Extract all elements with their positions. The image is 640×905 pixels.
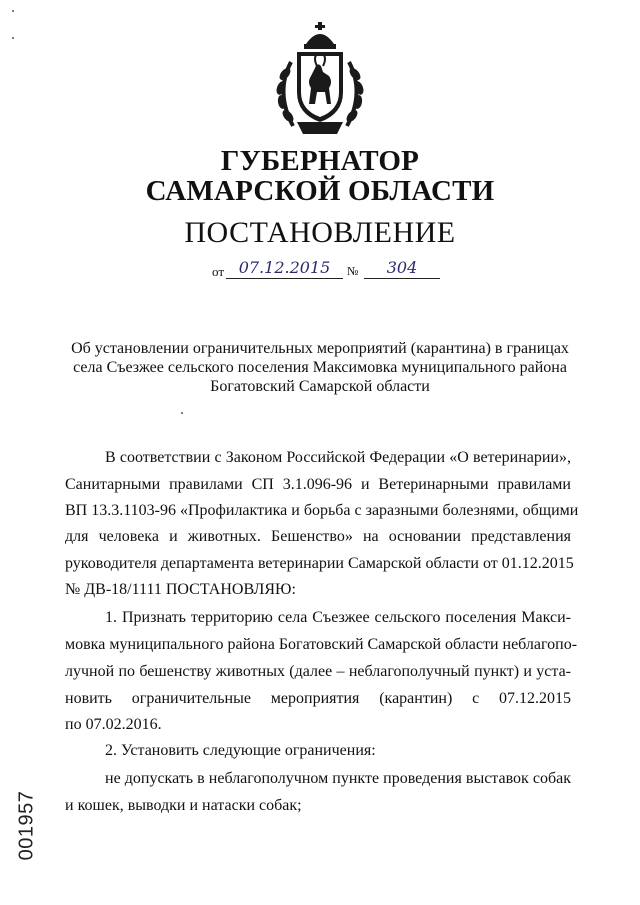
scan-speck xyxy=(12,37,14,39)
subject-line: Богатовский Самарской области xyxy=(210,378,430,395)
body-line: для человека и животных. Бешенство» на основании представления xyxy=(65,528,571,545)
body-line: Санитарными правилами СП 3.1.096-96 и Ветеринарными правилами xyxy=(65,476,571,493)
title-governor: ГУБЕРНАТОР xyxy=(220,145,420,177)
body-line: руководителя департамента ветеринарии Самарской области от 01.12.2015 xyxy=(65,555,574,572)
body-line: не допускать в неблагополучном пункте проведения выставок собак xyxy=(105,770,571,787)
body-line: ВП 13.3.1103-96 «Профилактика и борьба с заразными болезнями, общими xyxy=(65,502,579,519)
body-line: по 07.02.2016. xyxy=(65,716,162,733)
subject-block xyxy=(60,339,580,396)
scan-speck xyxy=(181,412,183,414)
handwritten-date: 07.12.2015 xyxy=(226,258,343,279)
handwritten-number: 304 xyxy=(364,258,440,279)
subject-line: Об установлении ограничительных мероприятий (карантина) в границах xyxy=(71,340,569,357)
margin-stamp-number: 001957 xyxy=(15,790,38,861)
title-region: САМАРСКОЙ ОБЛАСТИ xyxy=(145,175,495,207)
body-line: № ДВ-18/1111 ПОСТАНОВЛЯЮ: xyxy=(65,581,296,598)
body-line: мовка муниципального района Богатовский Самарской области неблагопо- xyxy=(65,636,578,653)
body-line: лучной по бешенству животных (далее – неблагополучный пункт) и уста- xyxy=(65,663,571,680)
body-line: 1. Признать территорию села Съезжее сельского поселения Макси- xyxy=(105,609,571,626)
body-line: и кошек, выводки и натаски собак; xyxy=(65,797,302,814)
body-line: 2. Установить следующие ограничения: xyxy=(105,742,376,759)
scan-speck xyxy=(12,10,14,12)
date-from-label: от xyxy=(212,264,225,279)
body-line: В соответствии с Законом Российской Федерации «О ветеринарии», xyxy=(105,449,571,466)
coat-of-arms-emblem xyxy=(271,22,369,138)
body-line: новить ограничительные мероприятия (карантин) с 07.12.2015 xyxy=(65,690,571,707)
document-type: ПОСТАНОВЛЕНИЕ xyxy=(184,216,456,249)
number-label: № xyxy=(347,264,359,278)
subject-line: села Съезжее сельского поселения Максимовка муниципального района xyxy=(73,359,567,376)
dateline xyxy=(212,258,452,282)
